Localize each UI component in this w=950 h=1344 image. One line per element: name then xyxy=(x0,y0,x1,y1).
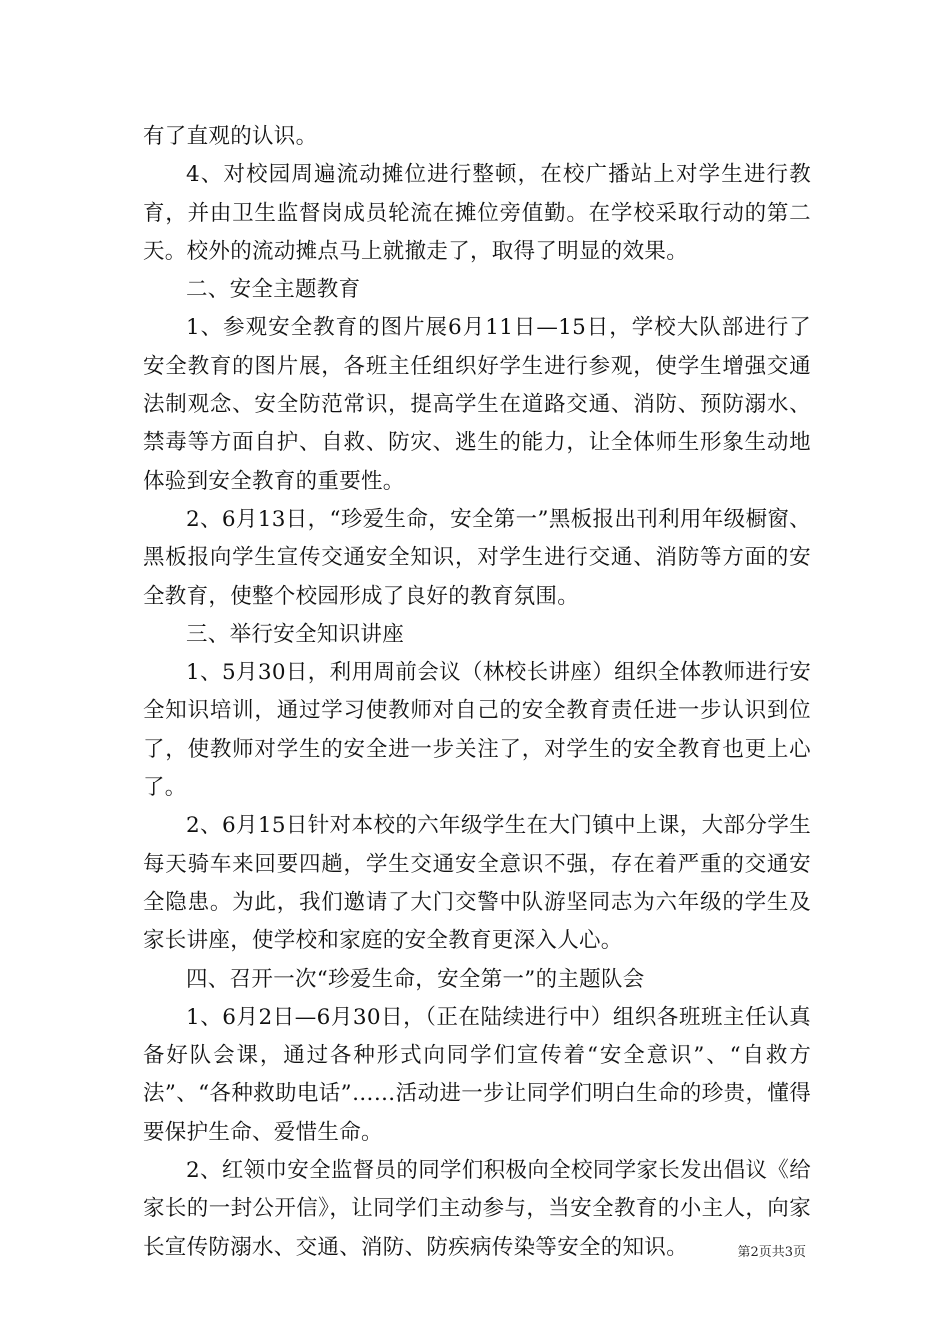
paragraph-teacher-training: 1、5月30日，利用周前会议（林校长讲座）组织全体教师进行安全知识培训，通过学习使教师对自己的安全教育责任进一步认识到位了，使教师对学生的安全进一步关注了，对学生的安全教育也更上心了。 xyxy=(143,660,811,801)
paragraph-blackboard: 2、6月13日，“珍爱生命，安全第一”黑板报出刊利用年级橱窗、黑板报向学生宣传交通安全知识，对学生进行交通、消防等方面的安全教育，使整个校园形成了良好的教育氛围。 xyxy=(143,506,811,609)
page-number: 第2页共3页 xyxy=(737,1245,806,1260)
paragraph-photo-exhibition: 1、参观安全教育的图片展6月11日—15日，学校大队部进行了安全教育的图片展，各班主任组织好学生进行参观，使学生增强交通法制观念、安全防范常识，提高学生在道路交通、消防、预防溺水、禁毒等方面自护、自救、防灾、逃生的能力，让全体师生形象生动地体验到安全教育的重要性。 xyxy=(143,315,811,494)
section-heading-3: 三、举行安全知识讲座 xyxy=(186,621,405,647)
paragraph-class-meeting: 1、6月2日—6月30日，（正在陆续进行中）组织各班班主任认真备好队会课，通过各种形式向同学们宣传着“安全意识”、“自救方法”、“各种救助电话”……活动进一步让同学们明白生命的珍贵，懂得要保护生命、爱惜生命。 xyxy=(143,1004,811,1145)
paragraph-open-letter: 2、红领巾安全监督员的同学们积极向全校同学家长发出倡议《给家长的一封公开信》，让同学们主动参与，当安全教育的小主人，向家长宣传防溺水、交通、消防、防疾病传染等安全的知识。 xyxy=(143,1158,811,1260)
paragraph-item-4: 4、对校园周遍流动摊位进行整顿，在校广播站上对学生进行教育，并由卫生监督岗成员轮流在摊位旁值勤。在学校采取行动的第二天。校外的流动摊点马上就撤走了，取得了明显的效果。 xyxy=(143,162,811,264)
section-heading-4: 四、召开一次“珍爱生命，安全第一”的主题队会 xyxy=(186,966,645,992)
paragraph-continuation: 有了直观的认识。 xyxy=(143,124,318,149)
section-heading-2: 二、安全主题教育 xyxy=(186,277,361,303)
document-body xyxy=(143,118,811,1267)
paragraph-traffic-lecture: 2、6月15日针对本校的六年级学生在大门镇中上课，大部分学生每天骑车来回要四趟，学生交通安全意识不强，存在着严重的交通安全隐患。为此，我们邀请了大门交警中队游坚同志为六年级的学生及家长讲座，使学校和家庭的安全教育更深入人心。 xyxy=(143,813,811,954)
